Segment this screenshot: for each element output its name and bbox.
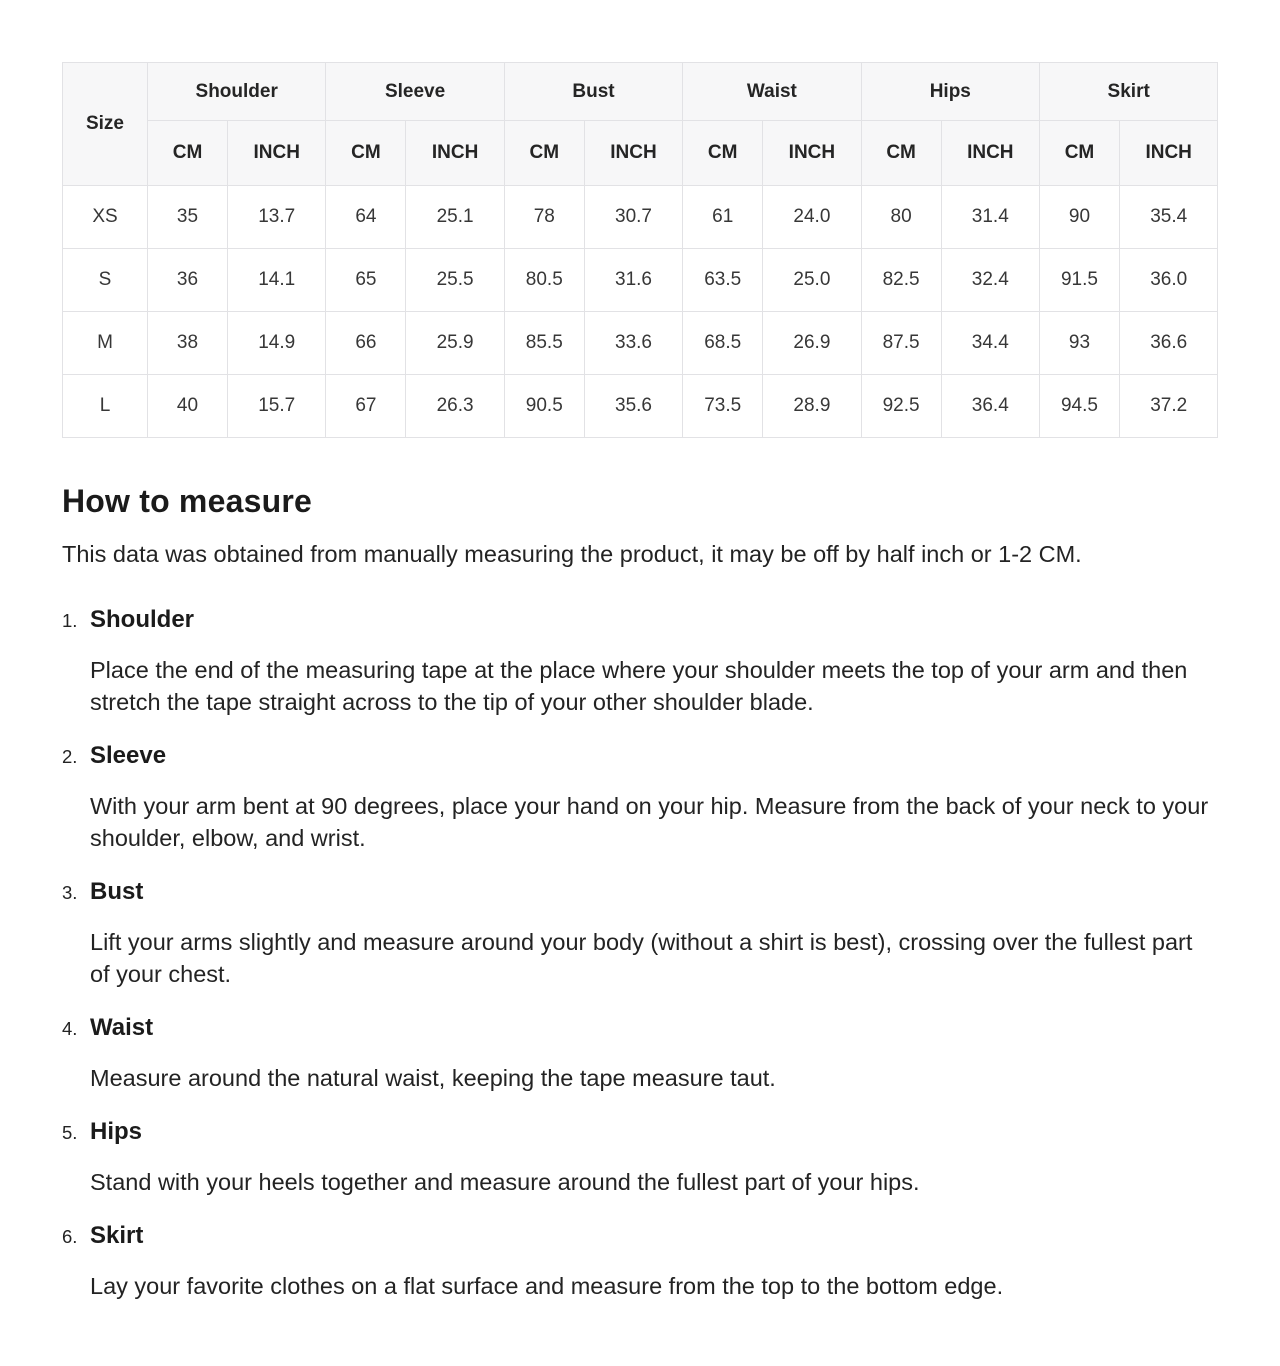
- size-cell: M: [63, 312, 148, 375]
- table-header-row-units: [63, 121, 1218, 186]
- unit-header-skirt-inch: INCH: [1119, 121, 1217, 186]
- value-cell: 33.6: [584, 312, 682, 375]
- measure-step-bust: [62, 878, 1218, 990]
- value-cell: 73.5: [683, 375, 763, 438]
- step-description: Lay your favorite clothes on a flat surface and measure from the top to the bottom edge.: [90, 1273, 1004, 1299]
- measure-disclaimer-text: This data was obtained from manually measuring the product, it may be off by half inch or 1-2 CM.: [62, 541, 1082, 567]
- unit-header-shoulder-cm: CM: [148, 121, 228, 186]
- value-cell: 35.6: [584, 375, 682, 438]
- value-cell: 30.7: [584, 186, 682, 249]
- value-cell: 94.5: [1039, 375, 1119, 438]
- size-cell: L: [63, 375, 148, 438]
- unit-header-sleeve-inch: INCH: [406, 121, 504, 186]
- size-row-s: [63, 249, 1218, 312]
- measure-step-hips: [62, 1118, 1218, 1198]
- step-label: Waist: [90, 1014, 154, 1041]
- measure-step-waist: [62, 1014, 1218, 1094]
- size-cell: XS: [63, 186, 148, 249]
- size-chart-body: [63, 186, 1218, 438]
- value-cell: 26.3: [406, 375, 504, 438]
- value-cell: 36: [148, 249, 228, 312]
- how-to-measure-title: How to measure: [62, 483, 312, 519]
- step-heading: [62, 606, 1218, 634]
- value-cell: 26.9: [763, 312, 861, 375]
- value-cell: 80: [861, 186, 941, 249]
- value-cell: 63.5: [683, 249, 763, 312]
- value-cell: 25.9: [406, 312, 504, 375]
- value-cell: 87.5: [861, 312, 941, 375]
- step-heading: [62, 742, 1218, 770]
- step-number: 1.: [62, 610, 78, 631]
- table-header-row-groups: [63, 63, 1218, 121]
- step-heading: [62, 1222, 1218, 1250]
- value-cell: 35.4: [1119, 186, 1217, 249]
- size-row-m: [63, 312, 1218, 375]
- value-cell: 65: [326, 249, 406, 312]
- measure-step-skirt: [62, 1222, 1218, 1302]
- value-cell: 25.1: [406, 186, 504, 249]
- value-cell: 15.7: [228, 375, 326, 438]
- value-cell: 90.5: [504, 375, 584, 438]
- value-cell: 31.6: [584, 249, 682, 312]
- step-heading: [62, 1014, 1218, 1042]
- value-cell: 93: [1039, 312, 1119, 375]
- group-header-hips: Hips: [861, 63, 1039, 121]
- value-cell: 14.1: [228, 249, 326, 312]
- measure-steps-list: [62, 606, 1218, 1302]
- value-cell: 28.9: [763, 375, 861, 438]
- value-cell: 66: [326, 312, 406, 375]
- group-header-skirt: Skirt: [1039, 63, 1217, 121]
- value-cell: 36.0: [1119, 249, 1217, 312]
- size-chart-header: [63, 63, 1218, 186]
- value-cell: 34.4: [941, 312, 1039, 375]
- step-label: Bust: [90, 878, 144, 905]
- size-column-header: Size: [63, 63, 148, 186]
- value-cell: 91.5: [1039, 249, 1119, 312]
- value-cell: 90: [1039, 186, 1119, 249]
- value-cell: 85.5: [504, 312, 584, 375]
- size-chart-table: [62, 62, 1218, 438]
- value-cell: 31.4: [941, 186, 1039, 249]
- value-cell: 35: [148, 186, 228, 249]
- unit-header-hips-inch: INCH: [941, 121, 1039, 186]
- step-number: 5.: [62, 1122, 78, 1143]
- step-description: Stand with your heels together and measure around the fullest part of your hips.: [90, 1169, 920, 1195]
- value-cell: 14.9: [228, 312, 326, 375]
- value-cell: 36.4: [941, 375, 1039, 438]
- value-cell: 80.5: [504, 249, 584, 312]
- unit-header-waist-inch: INCH: [763, 121, 861, 186]
- step-heading: [62, 878, 1218, 906]
- value-cell: 25.0: [763, 249, 861, 312]
- value-cell: 92.5: [861, 375, 941, 438]
- value-cell: 25.5: [406, 249, 504, 312]
- measure-step-shoulder: [62, 606, 1218, 718]
- step-description: With your arm bent at 90 degrees, place your hand on your hip. Measure from the back of your neck to your shoulder, elbow, and wrist.: [90, 793, 1209, 851]
- unit-header-bust-inch: INCH: [584, 121, 682, 186]
- step-number: 3.: [62, 882, 78, 903]
- value-cell: 24.0: [763, 186, 861, 249]
- step-label: Hips: [90, 1118, 143, 1145]
- value-cell: 36.6: [1119, 312, 1217, 375]
- size-row-xs: [63, 186, 1218, 249]
- unit-header-hips-cm: CM: [861, 121, 941, 186]
- group-header-waist: Waist: [683, 63, 861, 121]
- value-cell: 64: [326, 186, 406, 249]
- step-label: Sleeve: [90, 742, 167, 769]
- step-description: Measure around the natural waist, keeping the tape measure taut.: [90, 1065, 776, 1091]
- value-cell: 68.5: [683, 312, 763, 375]
- value-cell: 67: [326, 375, 406, 438]
- value-cell: 78: [504, 186, 584, 249]
- unit-header-skirt-cm: CM: [1039, 121, 1119, 186]
- value-cell: 82.5: [861, 249, 941, 312]
- size-row-l: [63, 375, 1218, 438]
- value-cell: 32.4: [941, 249, 1039, 312]
- step-number: 2.: [62, 746, 78, 767]
- unit-header-shoulder-inch: INCH: [228, 121, 326, 186]
- unit-header-sleeve-cm: CM: [326, 121, 406, 186]
- step-number: 4.: [62, 1018, 78, 1039]
- step-description: Lift your arms slightly and measure around your body (without a shirt is best), crossing over the fullest part of your chest.: [90, 929, 1193, 987]
- group-header-bust: Bust: [504, 63, 682, 121]
- value-cell: 40: [148, 375, 228, 438]
- step-description: Place the end of the measuring tape at the place where your shoulder meets the top of your arm and then stretch the tape straight across to the tip of your other shoulder blade.: [90, 657, 1188, 715]
- value-cell: 37.2: [1119, 375, 1217, 438]
- measure-step-sleeve: [62, 742, 1218, 854]
- value-cell: 13.7: [228, 186, 326, 249]
- size-cell: S: [63, 249, 148, 312]
- value-cell: 61: [683, 186, 763, 249]
- how-to-measure-section: [62, 483, 1218, 1302]
- step-heading: [62, 1118, 1218, 1146]
- value-cell: 38: [148, 312, 228, 375]
- unit-header-bust-cm: CM: [504, 121, 584, 186]
- step-number: 6.: [62, 1226, 78, 1247]
- group-header-shoulder: Shoulder: [148, 63, 326, 121]
- step-label: Shoulder: [90, 606, 195, 633]
- group-header-sleeve: Sleeve: [326, 63, 504, 121]
- step-label: Skirt: [90, 1222, 144, 1249]
- unit-header-waist-cm: CM: [683, 121, 763, 186]
